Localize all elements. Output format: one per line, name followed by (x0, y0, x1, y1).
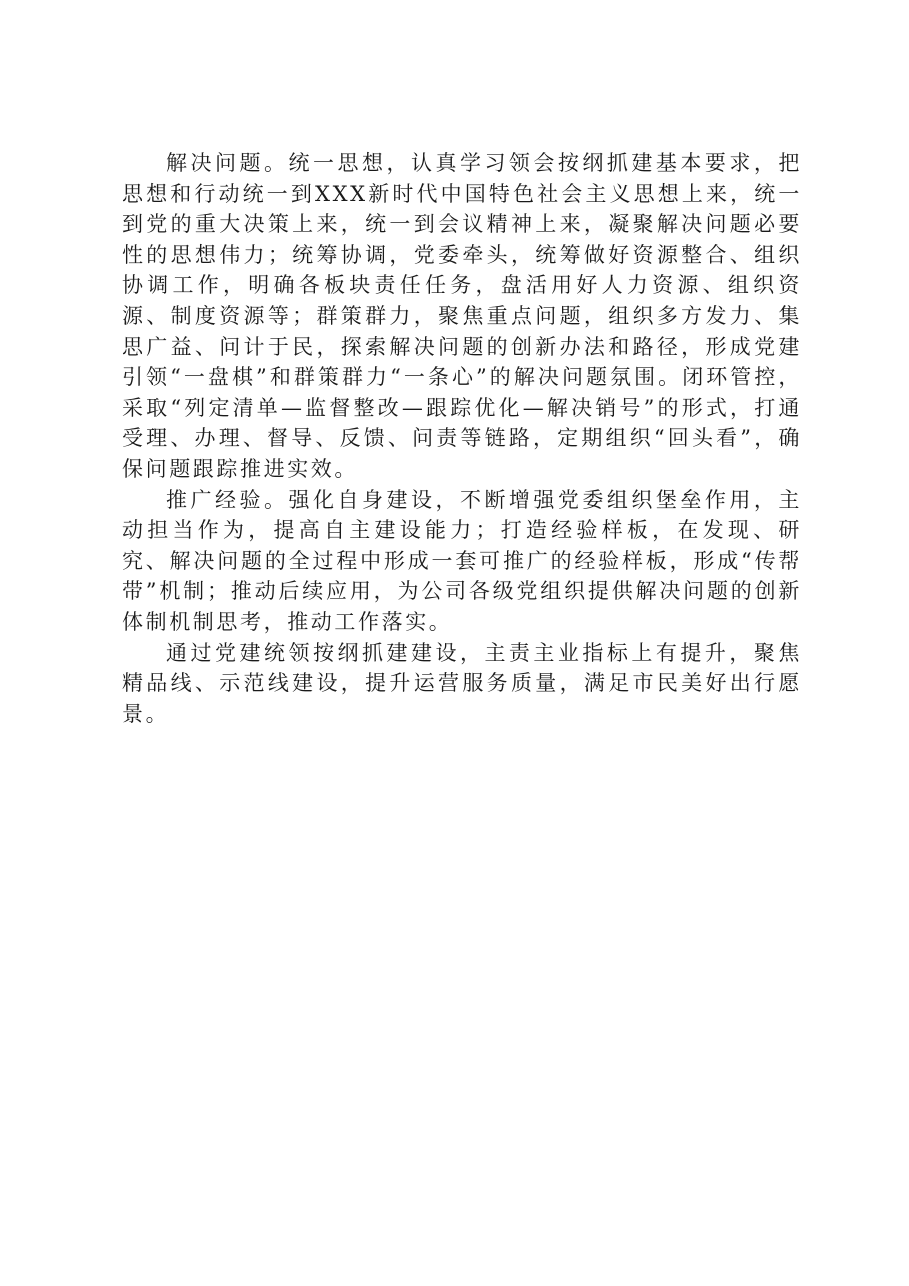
document-body (122, 148, 802, 729)
paragraph-promote-experience: 推广经验。强化自身建设，不断增强党委组织堡垒作用，主动担当作为，提高自主建设能力；打造经验样板，在发现、研究、解决问题的全过程中形成一套可推广的经验样板，形成“传帮带”机制；推动后续应用，为公司各级党组织提供解决问题的创新体制机制思考，推动工作落实。 (122, 487, 802, 634)
paragraph-solve-problems: 解决问题。统一思想，认真学习领会按纲抓建基本要求，把思想和行动统一到XXX新时代中国特色社会主义思想上来，统一到党的重大决策上来，统一到会议精神上来，凝聚解决问题必要性的思想伟力；统筹协调，党委牵头，统筹做好资源整合、组织协调工作，明确各板块责任任务，盘活用好人力资源、组织资源、制度资源等；群策群力，聚焦重点问题，组织多方发力、集思广益、问计于民，探索解决问题的创新办法和路径，形成党建引领“一盘棋”和群策群力“一条心”的解决问题氛围。闭环管控，采取“列定清单—监督整改—跟踪优化—解决销号”的形式，打通受理、办理、督导、反馈、问责等链路，定期组织“回头看”，确保问题跟踪推进实效。 (122, 151, 802, 481)
paragraph-conclusion: 通过党建统领按纲抓建建设，主责主业指标上有提升，聚焦精品线、示范线建设，提升运营服务质量，满足市民美好出行愿景。 (122, 640, 802, 726)
